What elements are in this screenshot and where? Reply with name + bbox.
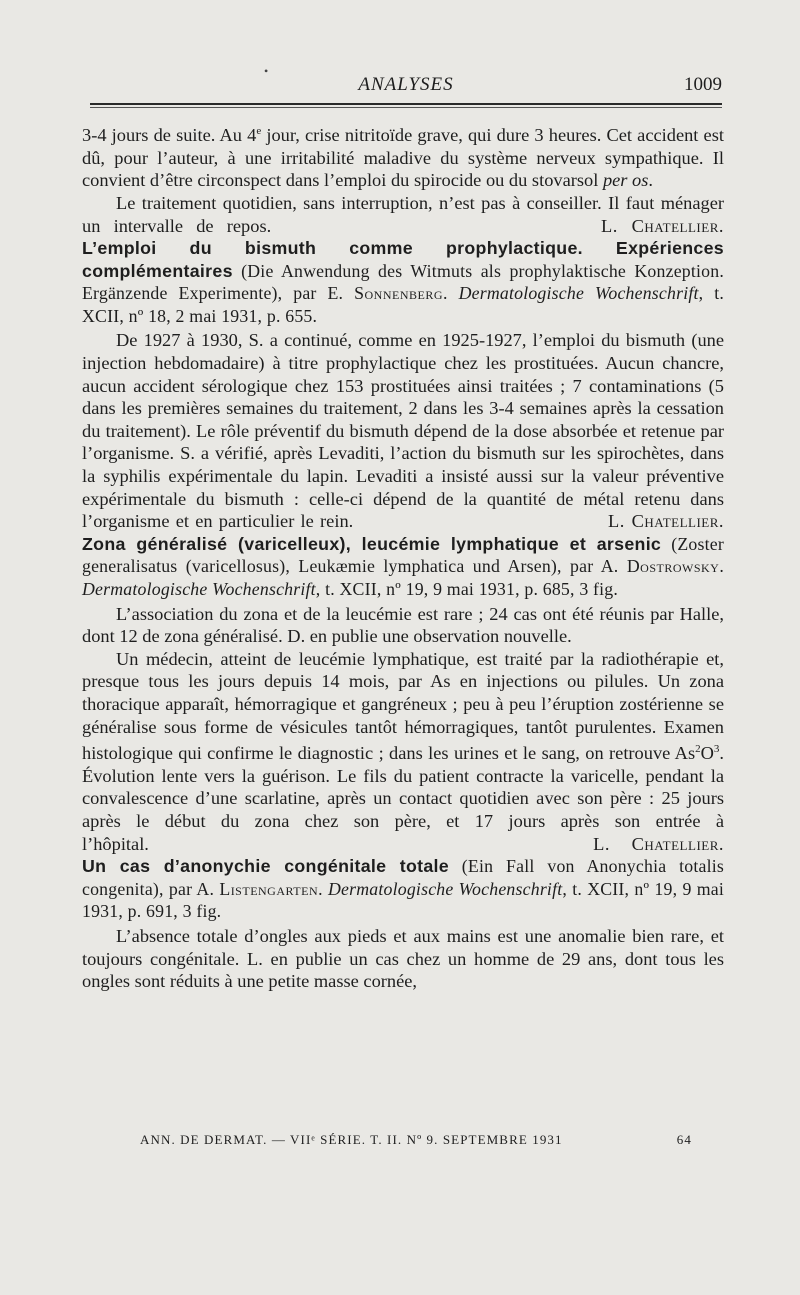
article-title: Un cas d’anonychie congénitale totale <box>82 856 449 877</box>
article-heading <box>82 855 724 923</box>
header-rule-thin <box>90 107 722 108</box>
article-title: Zona généralisé (varicelleux), leucémie lymphatique et arsenic <box>82 533 662 554</box>
footer-signature-mark: 64 <box>676 1132 692 1147</box>
print-dot: • <box>264 64 269 78</box>
header-rule <box>90 103 722 105</box>
page-content <box>82 120 724 993</box>
article-body: De 1927 à 1930, S. a continué, comme en 1925-1927, l’emploi du bismuth (une injection hebdomadaire) à titre prophylactique chez les prostituées. Aucun chancre, aucun accident sérologique chez 153 prostituées ainsi traitées ; 7 contaminations (5 dans les premières semaines du traitement, 2 dans les 3-4 semaines après la cessation du traitement). Le rôle préventif du bismuth dépend de la dose absorbée et retenue par l’organisme. S. a vérifié, après Levaditi, l’action du bismuth sur les spirochètes, dans la syphilis expérimentale du lapin. Levaditi a insisté aussi sur la valeur préventive expérimentale du bismuth : celle-ci dépend de la quantité de métal retenu dans l’organisme et en particulier le rein. L. Chatellier. <box>82 330 724 532</box>
signature: L. Chatellier. <box>593 833 724 854</box>
signature: L. Chatellier. <box>601 215 724 236</box>
article-title: L’emploi du bismuth comme prophylactique. Expériences complémentaires <box>82 238 724 281</box>
footer-journal-line: ANN. DE DERMAT. — VIIᵉ SÉRIE. T. II. Nº 9. SEPTEMBRE 1931 <box>140 1132 563 1147</box>
article-heading <box>82 237 724 327</box>
article-reference: (Die Anwendung des Witmuts als prophylaktische Konzeption. Ergänzende Experimente), par E. Sonnenberg. Dermatologische Wochenschrift, t. XCII, nº 18, 2 mai 1931, p. 655. <box>82 260 725 326</box>
article-reference: (Zoster generalisatus (varicellosus), Leukæmie lymphatica und Arsen), par A. Dostrowsky. Dermatologische Wochenschrift, t. XCII, nº 19, 9 mai 1931, p. 685, 3 fig. <box>82 533 724 599</box>
page-header <box>90 74 722 100</box>
page-number: 1009 <box>684 74 722 95</box>
article-reference: (Ein Fall von Anonychia totalis congenita), par A. Listengarten. Dermatologische Wochenschrift, t. XCII, nº 19, 9 mai 1931, p. 691, 3 fig. <box>82 856 725 922</box>
intro-paragraph: 3-4 jours de suite. Au 4e jour, crise nitritoïde grave, qui dure 3 heures. Cet accident est dû, pour l’auteur, à une irritabilité maladive du système nerveux sympathique. Il convient d’être circonspect dans l’emploi du spirocide ou du stovarsol per os. <box>82 125 724 191</box>
intro-paragraph-2: Le traitement quotidien, sans interruption, n’est pas à conseiller. Il faut ménager un intervalle de repos. L. Chatellier. <box>82 192 724 236</box>
signature: L. Chatellier. <box>608 511 724 532</box>
article-body: Un médecin, atteint de leucémie lymphatique, est traité par la radiothérapie et, presque tous les jours depuis 14 mois, par As en injections ou pilules. Un zona thoracique apparaît, hémorragique et gangréneux ; peu à peu l’éruption zostérienne se généralise sous forme de vésicules tantôt hémorragiques, tantôt purulentes. Examen histologique qui confirme le diagnostic ; dans les urines et le sang, on retrouve $As^2O^3$. Évolution lente vers la guérison. Le fils du patient contracte la varicelle, pendant la convalescence d’une scarlatine, après un contact quotidien avec son père : 25 jours après le début du zona chez son père, et 17 jours après son entrée à l’hôpital. L. Chatellier. <box>82 648 724 854</box>
running-title: ANALYSES <box>358 74 454 95</box>
article-body: L’association du zona et de la leucémie est rare ; 24 cas ont été réunis par Halle, dont 12 de zona généralisé. D. en publie une observation nouvelle. <box>82 603 724 647</box>
article-heading <box>82 533 724 601</box>
article-body: L’absence totale d’ongles aux pieds et aux mains est une anomalie bien rare, et toujours congénitale. L. en publie un cas chez un homme de 29 ans, dont tous les ongles sont réduits à une petite masse cornée, <box>82 926 724 992</box>
